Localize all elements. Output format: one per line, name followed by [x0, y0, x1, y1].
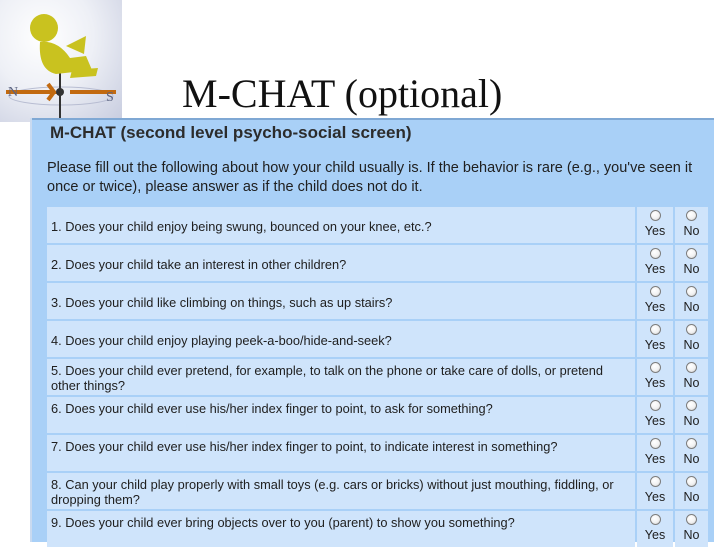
- question-row: [47, 397, 710, 433]
- no-option[interactable]: [675, 511, 708, 547]
- yes-label: Yes: [644, 376, 666, 390]
- no-option[interactable]: [675, 245, 708, 281]
- question-row: [47, 207, 710, 243]
- no-radio[interactable]: [686, 438, 697, 449]
- yes-radio[interactable]: [650, 210, 661, 221]
- yes-option[interactable]: [637, 511, 673, 547]
- svg-text:S: S: [106, 90, 114, 105]
- question-table: [47, 207, 710, 549]
- mchat-form: [32, 118, 714, 542]
- yes-option[interactable]: [637, 207, 673, 243]
- yes-label: Yes: [644, 490, 666, 504]
- no-radio[interactable]: [686, 362, 697, 373]
- no-radio[interactable]: [686, 476, 697, 487]
- question-text: 8. Can your child play properly with small toys (e.g. cars or bricks) without just mouthing, fiddling, or dropping them?: [47, 473, 635, 509]
- yes-label: Yes: [644, 262, 666, 276]
- no-label: No: [683, 300, 700, 314]
- no-radio[interactable]: [686, 248, 697, 259]
- yes-radio[interactable]: [650, 514, 661, 525]
- question-row: [47, 283, 710, 319]
- form-heading: M-CHAT (second level psycho-social screen): [50, 123, 412, 142]
- question-row: [47, 321, 710, 357]
- question-text: 7. Does your child ever use his/her index finger to point, to indicate interest in something?: [47, 435, 635, 471]
- yes-option[interactable]: [637, 359, 673, 395]
- slide-title: M-CHAT (optional): [182, 71, 503, 116]
- question-row: [47, 473, 710, 509]
- yes-radio[interactable]: [650, 286, 661, 297]
- yes-label: Yes: [644, 452, 666, 466]
- yes-option[interactable]: [637, 321, 673, 357]
- yes-label: Yes: [644, 338, 666, 352]
- no-radio[interactable]: [686, 400, 697, 411]
- question-text: 3. Does your child like climbing on things, such as up stairs?: [47, 283, 635, 319]
- question-text: 6. Does your child ever use his/her index finger to point, to ask for something?: [47, 397, 635, 433]
- yes-radio[interactable]: [650, 362, 661, 373]
- yes-label: Yes: [644, 224, 666, 238]
- no-radio[interactable]: [686, 286, 697, 297]
- question-text: 2. Does your child take an interest in other children?: [47, 245, 635, 281]
- yes-radio[interactable]: [650, 400, 661, 411]
- svg-text:N: N: [8, 85, 19, 100]
- question-row: [47, 245, 710, 281]
- question-row: [47, 435, 710, 471]
- question-text: 9. Does your child ever bring objects over to you (parent) to show you something?: [47, 511, 635, 547]
- no-option[interactable]: [675, 473, 708, 509]
- no-label: No: [683, 452, 700, 466]
- yes-radio[interactable]: [650, 248, 661, 259]
- yes-option[interactable]: [637, 245, 673, 281]
- question-text: 1. Does your child enjoy being swung, bounced on your knee, etc.?: [47, 207, 635, 243]
- question-text: 5. Does your child ever pretend, for example, to talk on the phone or take care of dolls, or pretend other things?: [47, 359, 635, 395]
- yes-radio[interactable]: [650, 476, 661, 487]
- no-option[interactable]: [675, 435, 708, 471]
- yes-option[interactable]: [637, 397, 673, 433]
- no-label: No: [683, 338, 700, 352]
- no-label: No: [683, 262, 700, 276]
- yes-option[interactable]: [637, 473, 673, 509]
- yes-radio[interactable]: [650, 324, 661, 335]
- no-label: No: [683, 414, 700, 428]
- yes-label: Yes: [644, 414, 666, 428]
- yes-option[interactable]: [637, 435, 673, 471]
- no-radio[interactable]: [686, 210, 697, 221]
- no-label: No: [683, 528, 700, 542]
- reading-child-weathervane-icon: [0, 0, 122, 122]
- question-row: [47, 359, 710, 395]
- no-radio[interactable]: [686, 514, 697, 525]
- no-radio[interactable]: [686, 324, 697, 335]
- no-option[interactable]: [675, 359, 708, 395]
- yes-radio[interactable]: [650, 438, 661, 449]
- question-text: 4. Does your child enjoy playing peek-a-boo/hide-and-seek?: [47, 321, 635, 357]
- logo: [0, 0, 122, 122]
- yes-label: Yes: [644, 300, 666, 314]
- no-option[interactable]: [675, 207, 708, 243]
- form-instructions: Please fill out the following about how your child usually is. If the behavior is rare (e.g., you've seen it once or twice), please answer as if the child does not do it.: [47, 160, 693, 195]
- yes-label: Yes: [644, 528, 666, 542]
- no-option[interactable]: [675, 283, 708, 319]
- no-label: No: [683, 224, 700, 238]
- question-row: [47, 511, 710, 547]
- no-option[interactable]: [675, 321, 708, 357]
- yes-option[interactable]: [637, 283, 673, 319]
- no-label: No: [683, 490, 700, 504]
- no-option[interactable]: [675, 397, 708, 433]
- no-label: No: [683, 376, 700, 390]
